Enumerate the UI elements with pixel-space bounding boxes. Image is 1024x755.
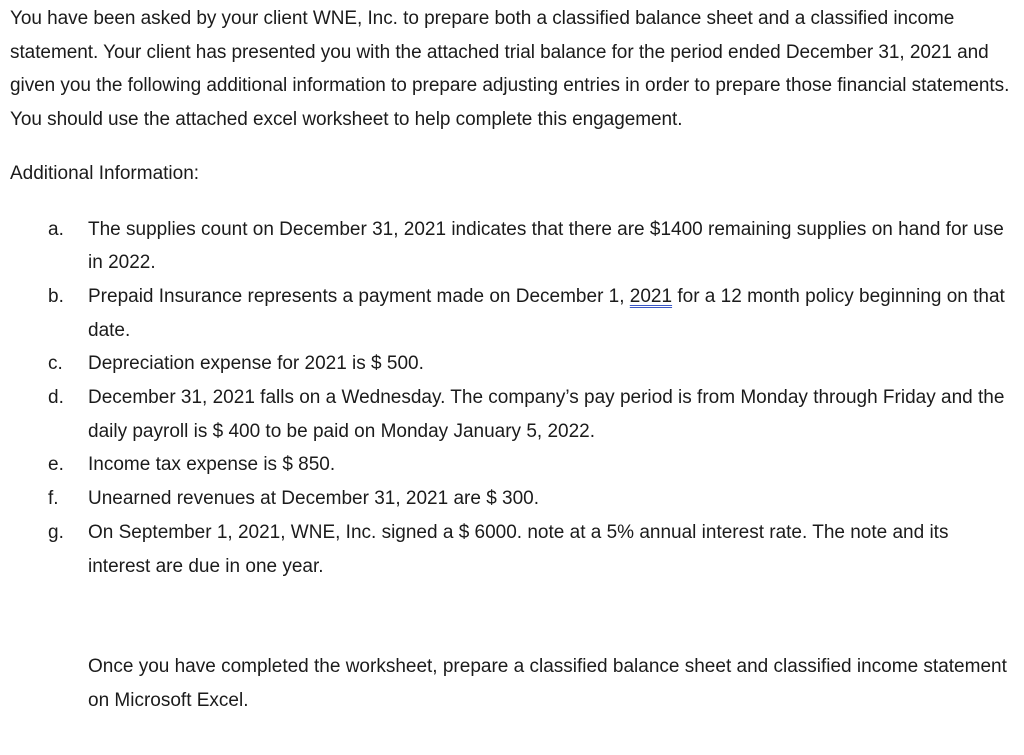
list-marker: a.	[48, 218, 64, 240]
list-item-text	[88, 280, 1010, 347]
list-marker: c.	[48, 353, 63, 375]
list-item-text: Income tax expense is $ 850.	[88, 454, 336, 476]
list-item-b	[10, 280, 1010, 347]
list-item-text: Depreciation expense for 2021 is $ 500.	[88, 353, 424, 375]
flagged-word[interactable]: 2021	[629, 285, 673, 307]
list-marker: g.	[48, 521, 64, 543]
list-item-text-part: Prepaid Insurance represents a payment made on December 1,	[88, 285, 630, 307]
list-item-text: Unearned revenues at December 31, 2021 are $ 300.	[88, 488, 540, 510]
list-item-text: The supplies count on December 31, 2021 indicates that there are $1400 remaining supplies on hand for use in 2022.	[88, 218, 1004, 274]
list-item-g	[10, 516, 1010, 583]
list-marker: b.	[48, 285, 64, 307]
list-item-text: On September 1, 2021, WNE, Inc. signed a $ 6000. note at a 5% annual interest rate. The note and its interest are due in one year.	[88, 521, 949, 577]
list-item-c	[10, 347, 1010, 381]
list-item-text: December 31, 2021 falls on a Wednesday. The company’s pay period is from Monday through Friday and the daily payroll is $ 400 to be paid on Monday January 5, 2022.	[88, 387, 1005, 442]
list-item-d	[10, 381, 1010, 448]
list-item-e	[10, 448, 1010, 482]
list-marker: e.	[48, 454, 64, 476]
additional-information-heading: Additional Information:	[10, 162, 200, 184]
list-marker: f.	[48, 488, 59, 510]
list-item-f	[10, 482, 1010, 516]
adjustment-list	[10, 213, 1010, 584]
intro-paragraph: You have been asked by your client WNE, Inc. to prepare both a classified balance sheet and a classified income statement. Your client has presented you with the attached trial balance for the period ended December 31, 2021 and given you the following additional information to prepare adjusting entries in order to prepare those financial statements. You should use the attached excel worksheet to help complete this engagement.	[10, 8, 1010, 131]
closing-paragraph: Once you have completed the worksheet, prepare a classified balance sheet and classified income statement on Microsoft Excel.	[88, 656, 1007, 711]
list-item-text-part: for a 12 month policy beginning on that date.	[88, 285, 1005, 341]
list-marker: d.	[48, 387, 64, 409]
document-page	[0, 2, 1024, 755]
list-item-a	[10, 213, 1010, 280]
